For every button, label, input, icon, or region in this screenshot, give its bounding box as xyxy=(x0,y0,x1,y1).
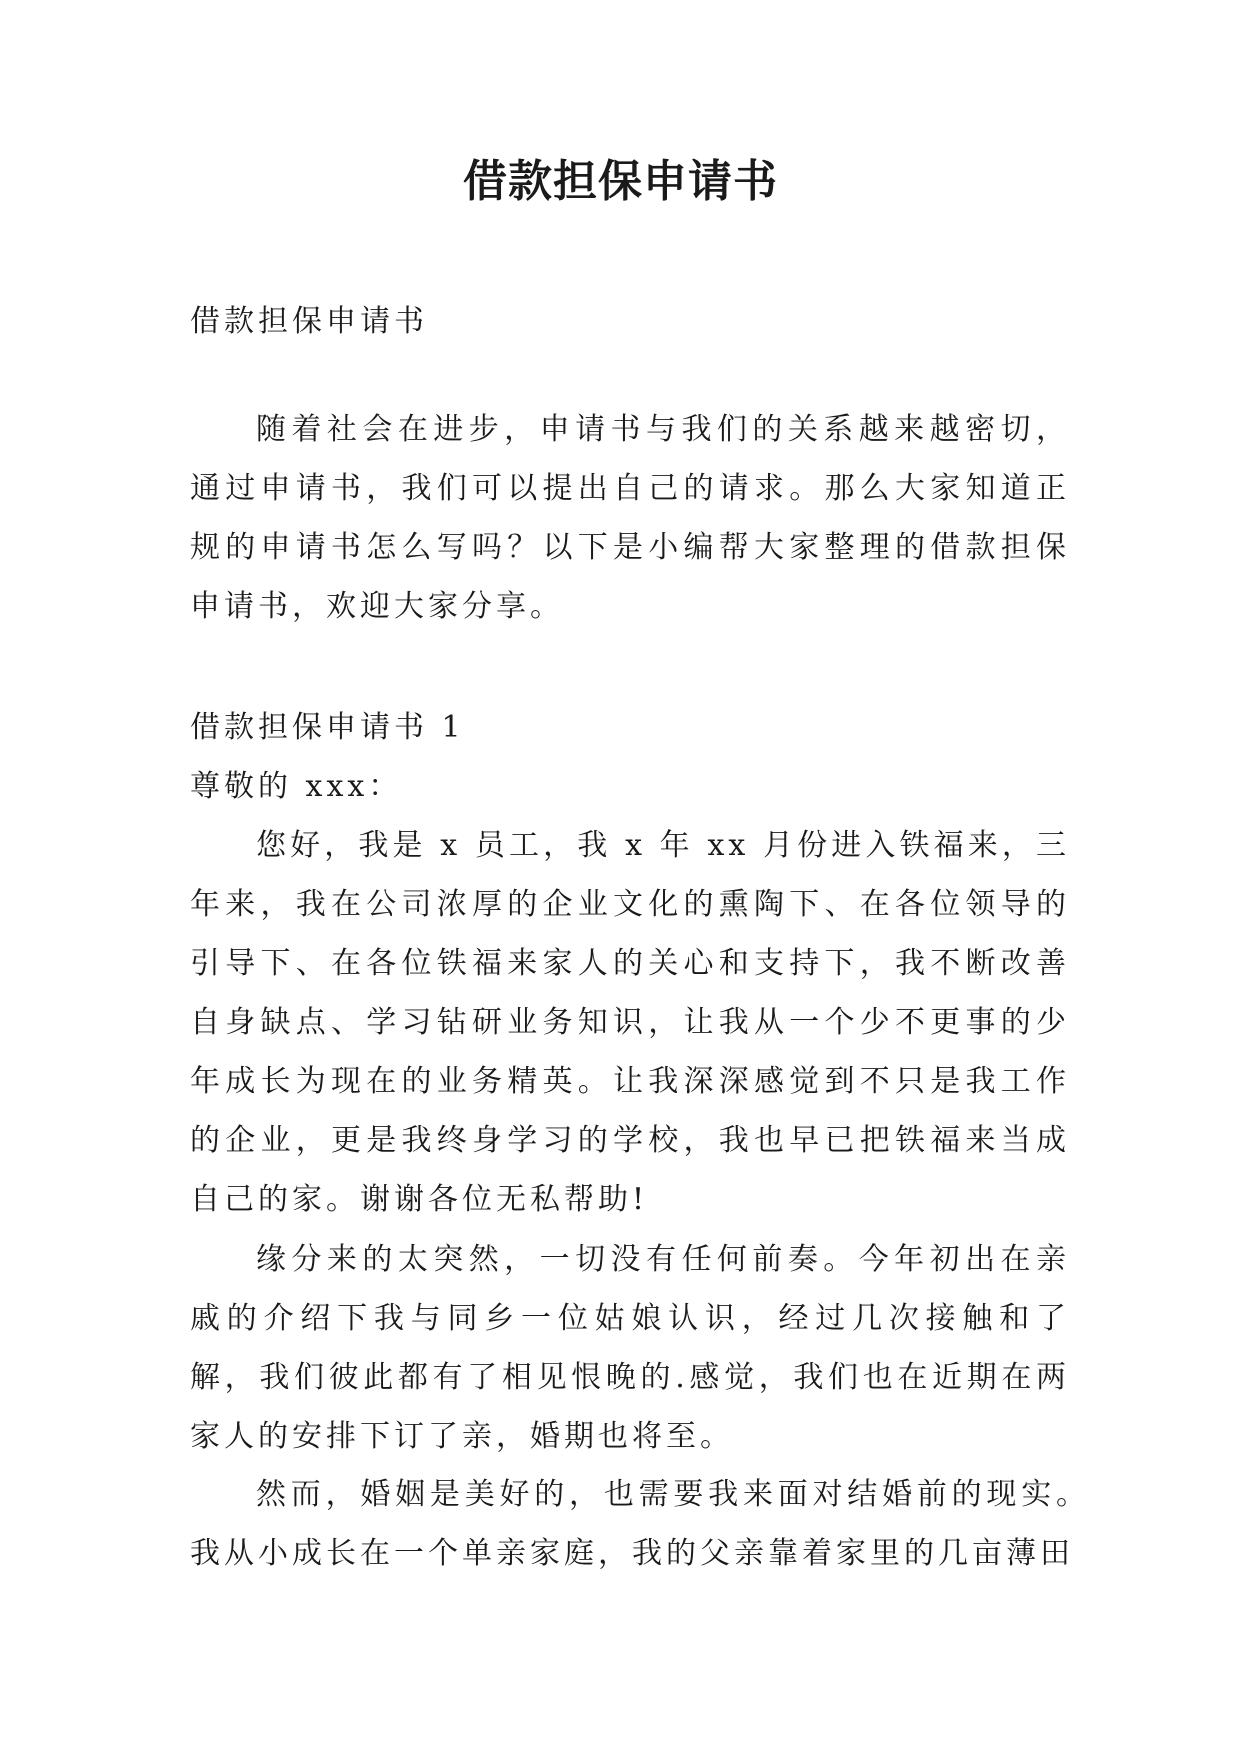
document-title: 借款担保申请书 xyxy=(463,156,778,207)
document-subtitle: 借款担保申请书 xyxy=(190,304,428,339)
body-paragraph: 缘分来的太突然，一切没有任何前奏。今年初出在亲戚的介绍下我与同乡一位姑娘认识，经过几次接触和了解，我们彼此都有了相见恨晚的.感觉，我们也在近期在两家人的安排下订了亲，婚期也将至。 xyxy=(190,1242,1070,1454)
salutation: 尊敬的 xxx： xyxy=(190,769,403,804)
body-paragraph: 然而，婚姻是美好的，也需要我来面对结婚前的现实。我从小成长在一个单亲家庭，我的父亲靠着家里的几亩薄田 xyxy=(190,1477,1090,1571)
section-title: 借款担保申请书 1 xyxy=(190,710,465,745)
body-paragraph: 您好，我是 x 员工，我 x 年 xx 月份进入铁福来，三年来，我在公司浓厚的企业文化的熏陶下、在各位领导的引导下、在各位铁福来家人的关心和支持下，我不断改善自身缺点、学习钻研业务知识，让我从一个少不更事的少年成长为现在的业务精英。让我深深感觉到不只是我工作的企业，更是我终身学习的学校，我也早已把铁福来当成自己的家。谢谢各位无私帮助! xyxy=(190,828,1070,1217)
intro-paragraph: 随着社会在进步，申请书与我们的关系越来越密切，通过申请书，我们可以提出自己的请求。那么大家知道正规的申请书怎么写吗？以下是小编帮大家整理的借款担保申请书，欢迎大家分享。 xyxy=(190,412,1070,624)
